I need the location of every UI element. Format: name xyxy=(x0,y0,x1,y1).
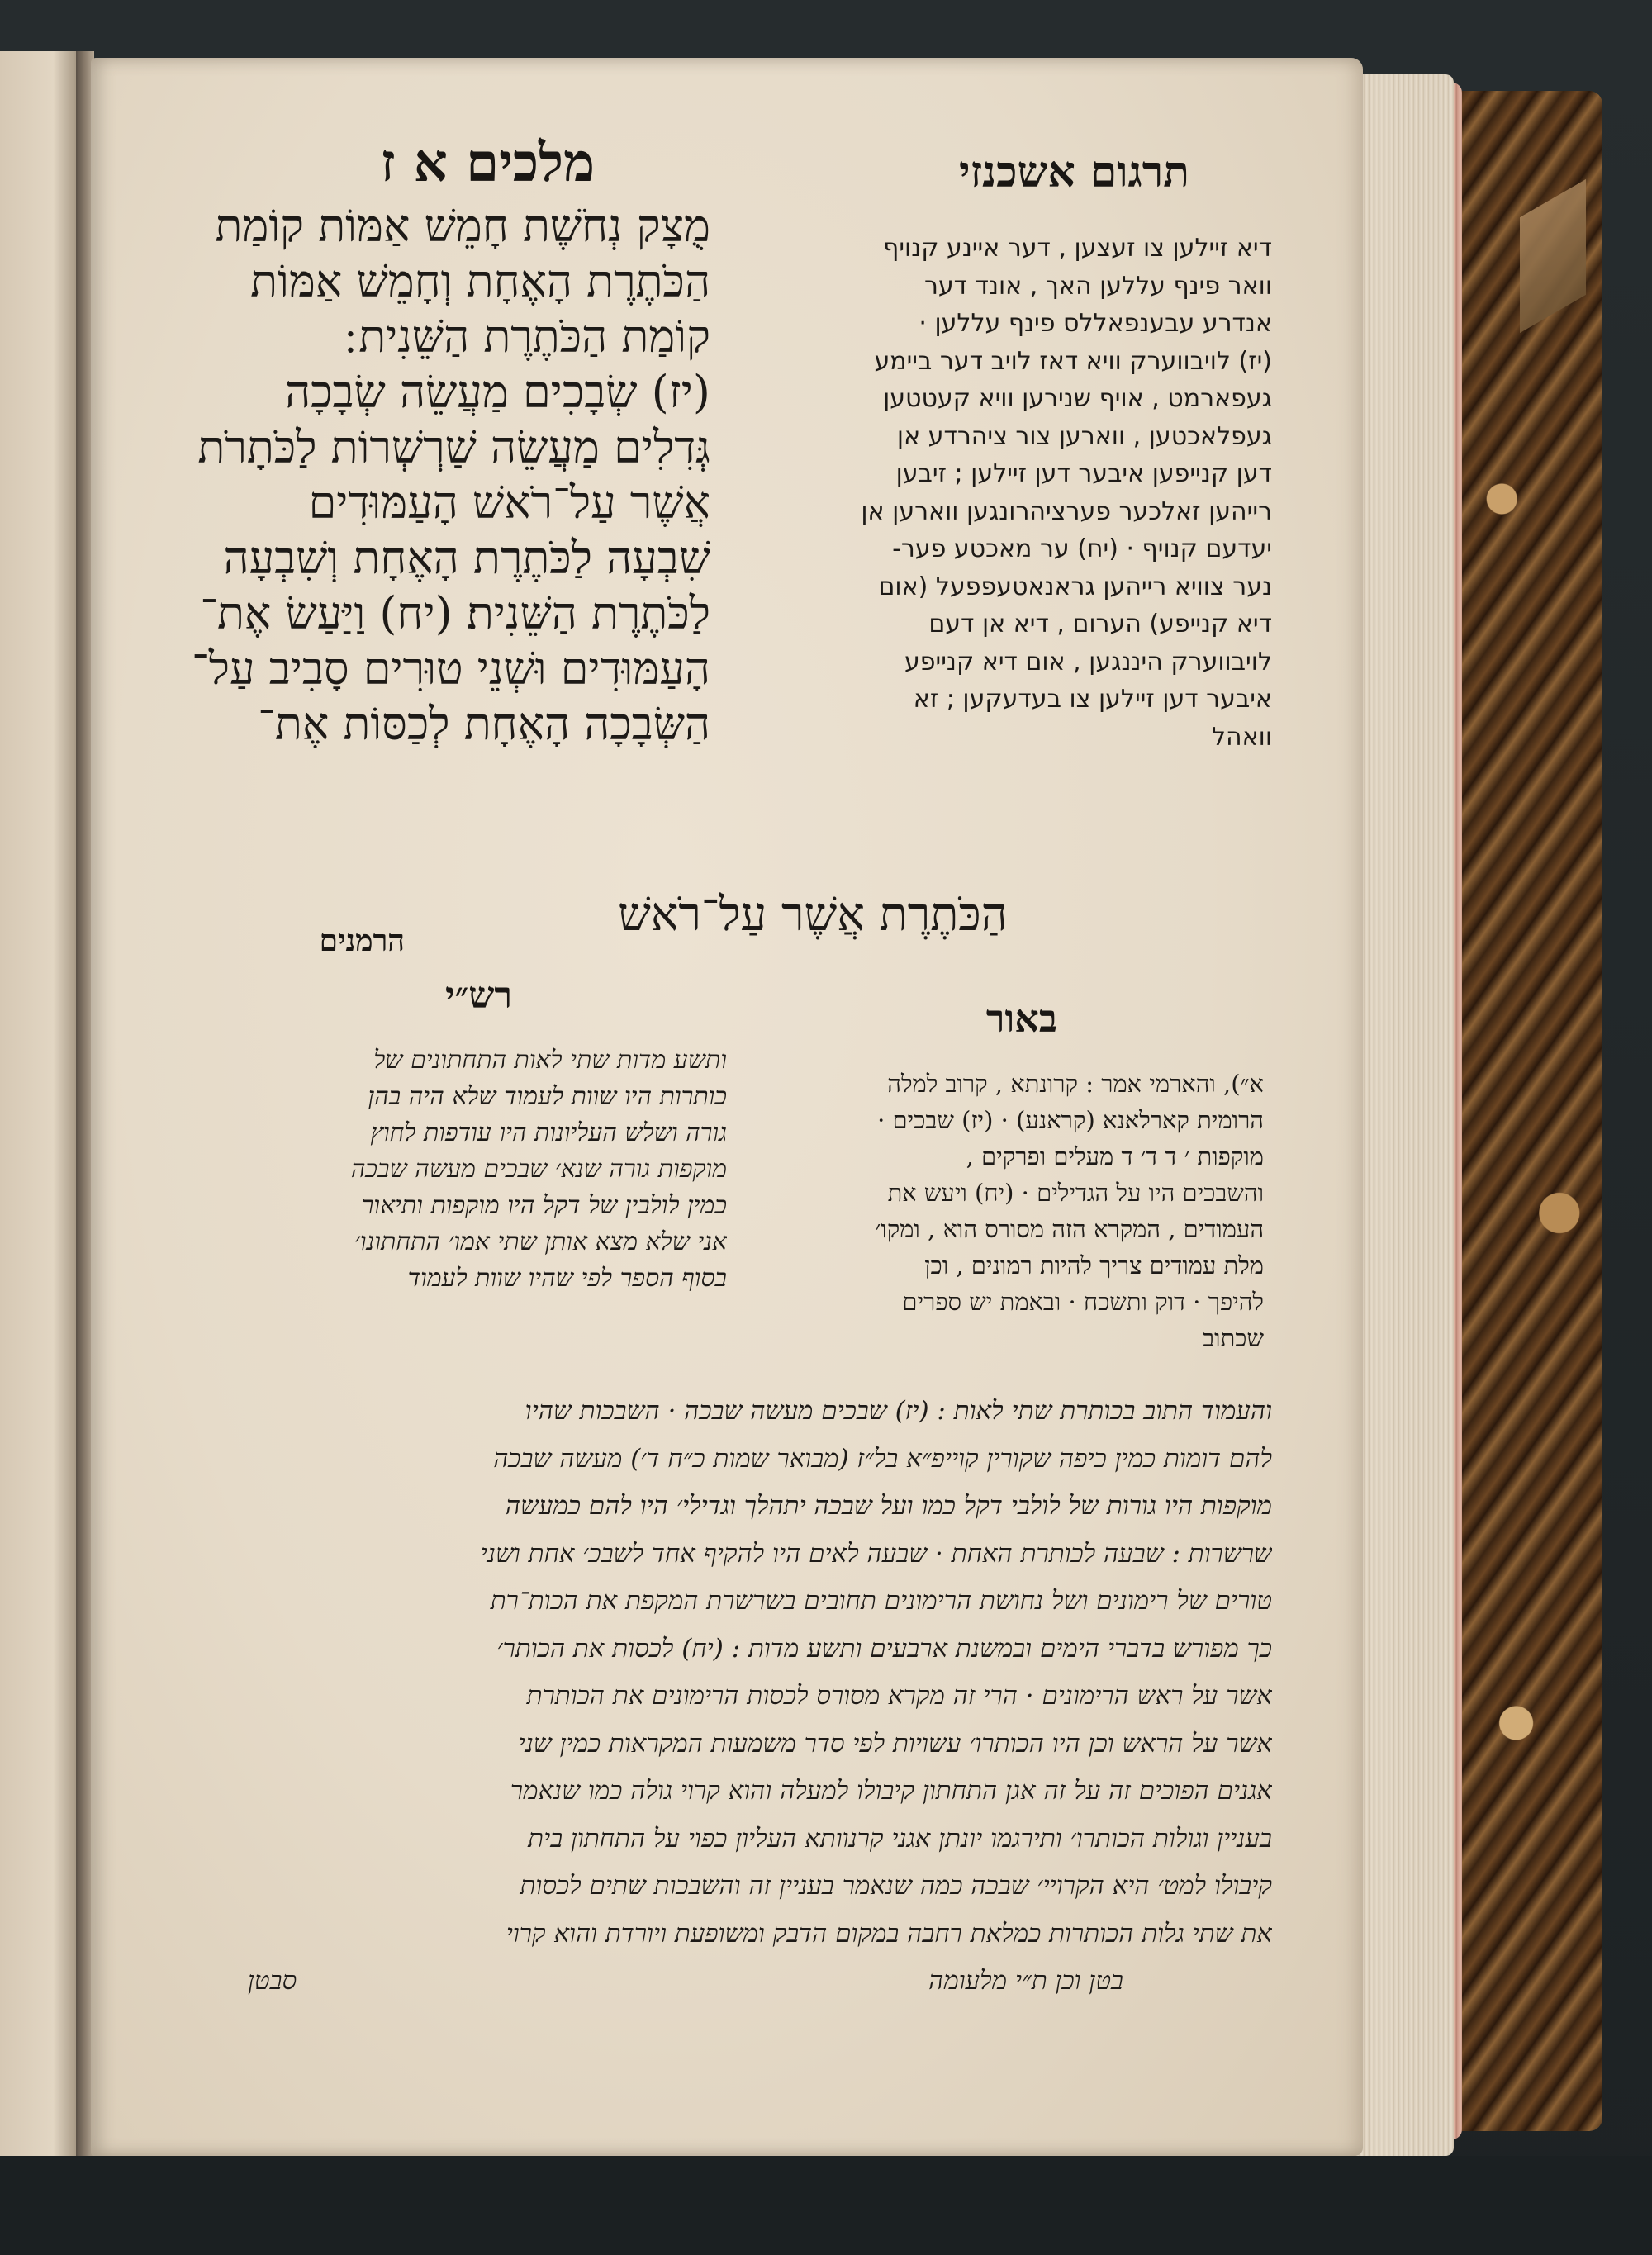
text-line: הרומית קארלאנא (קראנע) · (יז) שבכים · xyxy=(877,1106,1264,1134)
text-line: שרשרות : שבעה לכותרת האחת · שבעה לאים היו להקיף אחד לשבכ׳ אחת ושני xyxy=(480,1538,1272,1569)
marbled-cover xyxy=(1454,91,1602,2131)
biur-header: באור xyxy=(985,996,1057,1041)
catchword-right: בטן וכן ת״י מלעומה xyxy=(928,1966,1123,1996)
text-line: והעמוד התוב בכותרת שתי לאות : (יז) שבכים מעשה שבכה · השבכות שהיו xyxy=(525,1396,1272,1426)
text-line: (יז) לויבווערק וויא דאז לויב דער ביימע xyxy=(874,346,1272,376)
text-line: הַכֹּתֶרֶת הָאֶחָת וְחָמֵשׁ אַמּוֹת xyxy=(250,255,710,307)
table-surface xyxy=(0,2156,1652,2255)
text-line: יעדעם קנויף · (יח) ער מאכטע פער- xyxy=(892,534,1272,563)
text-line: שכתוב xyxy=(1203,1324,1264,1352)
text-line: (יז) שְׂבָכִים מַעֲשֵׂה שְׂבָכָה xyxy=(285,366,710,418)
book-chapter-header: מלכים א ז xyxy=(380,132,595,194)
targum-column xyxy=(727,230,1272,756)
text-line: גְּדִלִים מַעֲשֵׂה שַׁרְשְׁרוֹת לַכֹּתָרֹת xyxy=(197,421,710,473)
text-line: מוקפות גורה שנא׳ שבכים מעשה שבכה xyxy=(350,1155,727,1184)
text-line: קוֹמַת הַכֹּתֶרֶת הַשֵּׁנִית ׃ xyxy=(344,311,710,363)
text-line: געפלאכטען , ווארען צור ציהרדע אן xyxy=(896,421,1272,451)
rashi-column xyxy=(157,1042,727,1297)
text-line: אֲשֶׁר עַל־רֹאשׁ הָעַמּוּדִים xyxy=(308,477,710,529)
text-line: בסוף הספר לפי שהיו שוות לעמוד xyxy=(407,1264,727,1293)
rashi-continuation-block xyxy=(140,1388,1272,2006)
text-line: בעניין וגולות הכותרו׳ ותירגמו יונתן אגני קרנוותא העליון כפוי על התחתון בית xyxy=(528,1823,1272,1854)
bible-column xyxy=(173,198,710,752)
text-line: אשר על הראש וכן היו הכותרו׳ עשויות לפי סדר משמעות המקראות כמין שני xyxy=(518,1728,1272,1759)
text-line: קיבולו למט׳ היא הקרויי׳ שבכה כמה שנאמר בעניין זה והשבכות שתים לכסות xyxy=(520,1871,1272,1901)
text-line: מלת עמודים צריך להיות רמונים , וכן xyxy=(924,1251,1264,1279)
text-line: והשבכים היו על הגדילים · (יח) ויעש את xyxy=(887,1179,1264,1207)
harmonim-header: הרמנים xyxy=(319,923,405,958)
text-line: העמודים , המקרא הזה מסורס הוא , ומקו׳ xyxy=(875,1215,1264,1243)
text-line: כמין לולבין של דקל היו מוקפות ותיאור xyxy=(361,1191,727,1220)
text-line: איבער דען זיילען צו בעדעקען ; זא xyxy=(913,685,1272,714)
text-line: דען קנייפען איבער דען זיילען ; זיבען xyxy=(895,459,1272,488)
text-line: מֻצָק נְחֹשֶׁת חָמֵשׁ אַמּוֹת קוֹמַת xyxy=(215,200,710,252)
text-line: את שתי גלות הכותרות כמלאת רחבה במקום הדבק ומשופעת ויורדת והוא קרוי xyxy=(506,1918,1272,1949)
text-line: להם דומות כמין כיפה שקורין קוייפ״א בל״ז (מבואר שמות כ״ח ד׳) מעשה שבכה xyxy=(493,1443,1272,1474)
text-line: רייהען זאלכער פערציהרונגען ווארען אן xyxy=(861,496,1272,526)
text-line: מוקפות היו גורות של לולבי דקל כמו ועל שבכה יתהלך וגדילי׳ היו להם כמעשה xyxy=(505,1491,1272,1521)
text-line: נער צוויא רייהען גראנאטעפפעל (אום xyxy=(878,572,1272,601)
text-line: להיפך · דוק ותשכח · ובאמת יש ספרים xyxy=(902,1288,1264,1316)
text-line: כותרות היו שוות לעמוד שלא היה בהן xyxy=(368,1082,727,1111)
text-line: אנדרע עבענפאללס פינף עללען · xyxy=(919,309,1272,338)
biur-column xyxy=(735,1066,1264,1356)
text-line: לויבווערק היננגען , אום דיא קנייפע xyxy=(904,647,1272,676)
text-line: לַכֹּתֶרֶת הַשֵּׁנִית׃ (יח) וַיַּעַשׂ אֶת־ xyxy=(200,587,710,639)
text-line: וואהל xyxy=(1211,722,1272,752)
text-line: וואר פינף עללען האך , אונד דער xyxy=(923,271,1272,301)
text-line: געפארמט , אויף שנירען וויא קעטטען xyxy=(883,384,1272,413)
text-line: אני שלא מצא אותן שתי אמו׳ התחתונו׳ xyxy=(354,1227,727,1256)
text-line: גורה ושלש העליונות היו עודפות לחוץ xyxy=(370,1118,727,1147)
text-line: מוקפות ׳ ד ד׳ ד מעלים ופרקים , xyxy=(966,1142,1264,1170)
text-line: דיא קנייפע) הערום , דיא אן דעם xyxy=(928,610,1272,639)
last-line xyxy=(140,1958,1272,2006)
text-line: דיא זיילען צו זעצען , דער איינע קנויף xyxy=(883,234,1272,263)
text-line: אגנים הפוכים זה על זה אגן התחתון קיבולו למעלה והוא קרוי גולה כמו שנאמר xyxy=(510,1776,1272,1806)
text-line: הַשְּׂבָכָה הָאֶחָת לְכַסּוֹת אֶת־ xyxy=(258,698,710,750)
text-line: טורים של רימונים ושל נחושת הרימונים תחובים בשרשרת המקפת את הכות־רת xyxy=(490,1586,1272,1616)
text-line: הָעַמּוּדִים וּשְׁנֵי טוּרִים סָבִיב עַל־ xyxy=(192,643,710,695)
text-line: אשר על ראש הרימונים · הרי זה מקרא מסורס לכסות הרימונים את הכותרת xyxy=(526,1681,1272,1711)
bible-continuation-line: הַכֹּתֶרֶת אֲשֶׁר עַל־רֹאשׁ xyxy=(618,888,1008,942)
text-line: א״), והארמי אמר : קרונתא , קרוב למלה xyxy=(887,1070,1264,1098)
text-line: שִׁבְעָה לַכֹּתֶרֶת הָאֶחָת וְשִׁבְעָה xyxy=(223,532,710,584)
left-page-edge xyxy=(0,51,78,2166)
targum-header: תרגום אשכנזי xyxy=(959,147,1189,197)
text-line: ותשע מדות שתי לאות התחתונים של xyxy=(373,1046,727,1075)
catchword-left: סבטן xyxy=(248,1966,297,1996)
text-line: כך מפורש בדברי הימים ובמשנת ארבעים ותשע מדות : (יח) לכסות את הכותר׳ xyxy=(496,1633,1272,1664)
rashi-header: רש״י xyxy=(444,975,512,1017)
page-stack-edges xyxy=(1355,74,1454,2156)
